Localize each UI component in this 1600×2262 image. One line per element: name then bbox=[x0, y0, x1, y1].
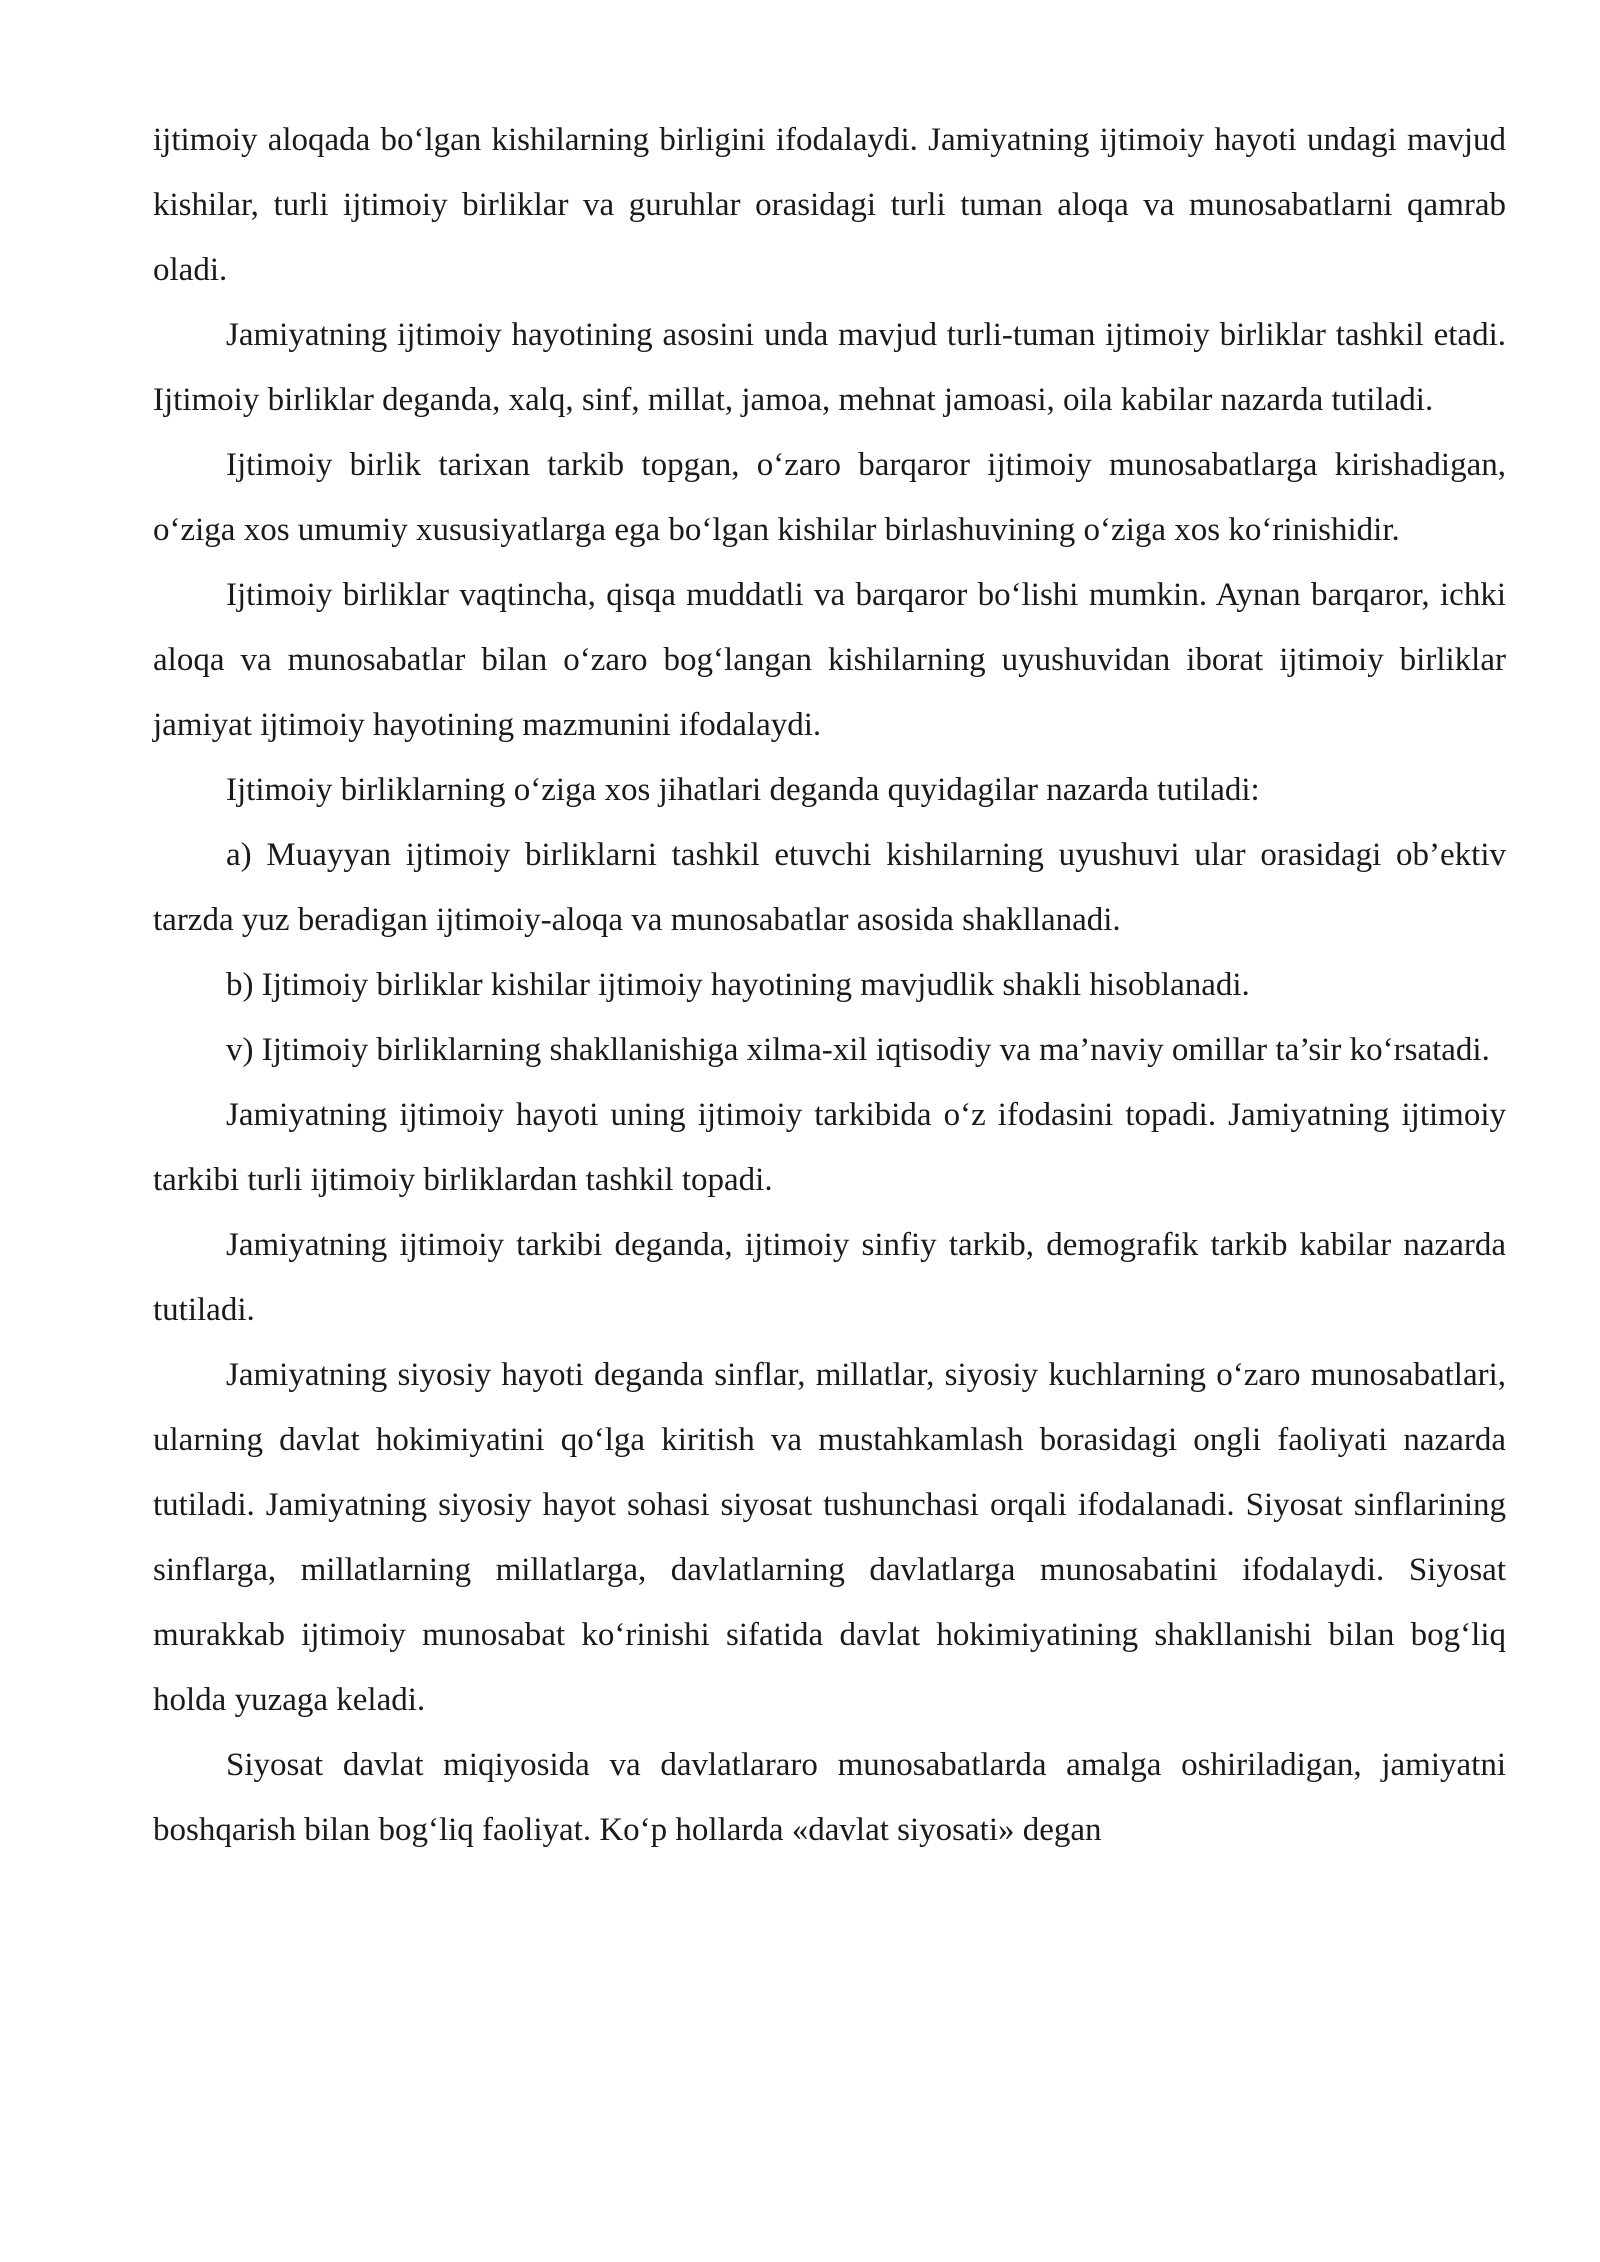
list-item-b: b) Ijtimoiy birliklar kishilar ijtimoiy hayotining mavjudlik shakli hisoblanadi. bbox=[226, 967, 1250, 1003]
document-page bbox=[153, 108, 1506, 1863]
paragraph-continuation: ijtimoiy aloqada bo‘lgan kishilarning birligini ifodalaydi. Jamiyatning ijtimoiy hayoti undagi mavjud kishilar, turli ijtimoiy birliklar va guruhlar orasidagi turli tuman aloqa va munosabatlarni qamrab oladi. bbox=[153, 122, 1506, 288]
paragraph-social-unity-definition: Ijtimoiy birlik tarixan tarkib topgan, o‘zaro barqaror ijtimoiy munosabatlarga kirishadigan, o‘ziga xos umumiy xususiyatlarga ega bo‘lgan kishilar birlashuvining o‘ziga xos ko‘rinishidir. bbox=[153, 447, 1506, 548]
paragraph-temporary-stable-unities: Ijtimoiy birliklar vaqtincha, qisqa muddatli va barqaror bo‘lishi mumkin. Aynan barqaror, ichki aloqa va munosabatlar bilan o‘zaro bog‘langan kishilarning uyushuvidan iborat ijtimoiy birliklar jamiyat ijtimoiy hayotining mazmunini ifodalaydi. bbox=[153, 577, 1506, 743]
list-item-a: a) Muayyan ijtimoiy birliklarni tashkil etuvchi kishilarning uyushuvi ular orasidagi ob’ektiv tarzda yuz beradigan ijtimoiy-aloqa va munosabatlar asosida shakllanadi. bbox=[153, 837, 1506, 938]
paragraph-political-life: Jamiyatning siyosiy hayoti deganda sinflar, millatlar, siyosiy kuchlarning o‘zaro munosabatlari, ularning davlat hokimiyatini qo‘lga kiritish va mustahkamlash borasidagi ongli faoliyati nazarda tutiladi. Jamiyatning siyosiy hayot sohasi siyosat tushunchasi orqali ifodalanadi. Siyosat sinflarining sinflarga, millatlarning millatlarga, davlatlarning davlatlarga munosabatini ifodalaydi. Siyosat murakkab ijtimoiy munosabat ko‘rinishi sifatida davlat hokimiyatining shakllanishi bilan bog‘liq holda yuzaga keladi. bbox=[153, 1357, 1506, 1718]
paragraph-features-intro: Ijtimoiy birliklarning o‘ziga xos jihatlari deganda quyidagilar nazarda tutiladi: bbox=[226, 772, 1260, 808]
paragraph-social-structure: Jamiyatning ijtimoiy hayoti uning ijtimoiy tarkibida o‘z ifodasini topadi. Jamiyatning ijtimoiy tarkibi turli ijtimoiy birliklardan tashkil topadi. bbox=[153, 1097, 1506, 1198]
paragraph-social-structure-meaning: Jamiyatning ijtimoiy tarkibi deganda, ijtimoiy sinfiy tarkib, demografik tarkib kabilar nazarda tutiladi. bbox=[153, 1227, 1506, 1328]
paragraph-policy-definition: Siyosat davlat miqiyosida va davlatlararo munosabatlarda amalga oshiriladigan, jamiyatni boshqarish bilan bog‘liq faoliyat. Ko‘p hollarda «davlat siyosati» degan bbox=[153, 1747, 1506, 1848]
paragraph-social-life-basis: Jamiyatning ijtimoiy hayotining asosini unda mavjud turli-tuman ijtimoiy birliklar tashkil etadi. Ijtimoiy birliklar deganda, xalq, sinf, millat, jamoa, mehnat jamoasi, oila kabilar nazarda tutiladi. bbox=[153, 317, 1506, 418]
list-item-v: v) Ijtimoiy birliklarning shakllanishiga xilma-xil iqtisodiy va ma’naviy omillar ta’sir ko‘rsatadi. bbox=[226, 1032, 1490, 1068]
